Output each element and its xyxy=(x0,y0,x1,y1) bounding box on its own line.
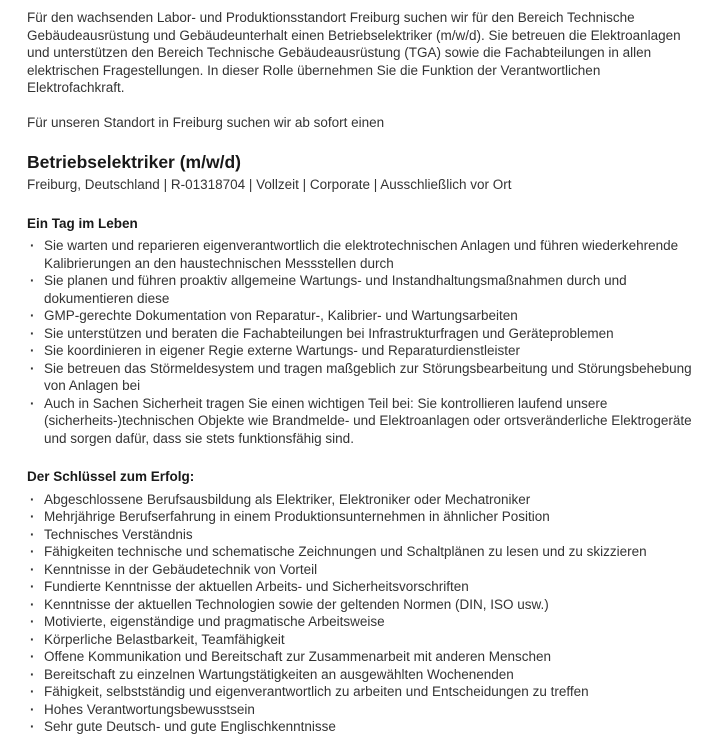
bullet-icon: · xyxy=(30,509,35,524)
job-meta: Freiburg, Deutschland | R-01318704 | Vollzeit | Corporate | Ausschließlich vor Ort xyxy=(27,177,512,192)
list-item xyxy=(27,683,692,701)
bullet-icon: · xyxy=(30,701,35,717)
list-item-text: Sehr gute Deutsch- und gute Englischkenntnisse xyxy=(44,719,336,734)
list-item-text: Fähigkeiten technische und schematische Zeichnungen und Schaltplänen zu lesen und zu skizzieren xyxy=(44,544,647,559)
bullet-icon: · xyxy=(30,719,35,734)
list-item-text: Fähigkeit, selbstständig und eigenverantwortlich zu arbeiten und Entscheidungen zu treffen xyxy=(44,684,589,699)
bullet-icon: · xyxy=(30,491,35,507)
list-item xyxy=(27,718,692,736)
list-item xyxy=(27,325,692,343)
bullet-icon: · xyxy=(30,561,35,577)
list-item-text: Mehrjährige Berufserfahrung in einem Produktionsunternehmen in ähnlicher Position xyxy=(44,509,550,524)
bullet-icon: · xyxy=(30,360,35,376)
bullet-icon: · xyxy=(30,308,35,323)
list-item-text: GMP-gerechte Dokumentation von Reparatur-, Kalibrier- und Wartungsarbeiten xyxy=(44,308,518,323)
list-item-text: Körperliche Belastbarkeit, Teamfähigkeit xyxy=(44,631,285,647)
list-item xyxy=(27,561,692,579)
list-item xyxy=(27,631,692,649)
bullet-icon: · xyxy=(30,343,35,358)
list-item-text: Sie betreuen das Störmeldesystem und tragen maßgeblich zur Störungsbearbeitung und Störungsbehebung von Anlagen bei xyxy=(44,360,692,393)
section-heading: Der Schlüssel zum Erfolg: xyxy=(27,469,195,484)
bullet-icon: · xyxy=(30,631,35,647)
bullet-icon: · xyxy=(30,273,35,288)
list-item xyxy=(27,578,692,596)
bullet-icon: · xyxy=(30,684,35,699)
list-item xyxy=(27,395,692,448)
bullet-icon: · xyxy=(30,395,35,411)
list-item xyxy=(27,307,692,325)
list-item-text: Abgeschlossene Berufsausbildung als Elektriker, Elektroniker oder Mechatroniker xyxy=(44,491,531,507)
bullet-icon: · xyxy=(30,649,35,664)
list-item xyxy=(27,543,692,561)
list-item xyxy=(27,237,692,272)
bullet-icon: · xyxy=(30,579,35,594)
section-heading: Ein Tag im Leben xyxy=(27,215,138,231)
list-item-text: Sie planen und führen proaktiv allgemeine Wartungs- und Instandhaltungsmaßnahmen durch und dokumentieren diese xyxy=(44,273,627,306)
list-item-text: Offene Kommunikation und Bereitschaft zur Zusammenarbeit mit anderen Menschen xyxy=(44,649,552,664)
list-item xyxy=(27,648,692,666)
list-item-text: Hohes Verantwortungsbewusstsein xyxy=(44,701,255,717)
bullet-icon: · xyxy=(30,238,35,253)
section-list xyxy=(27,237,692,447)
list-item xyxy=(27,491,692,509)
list-item xyxy=(27,508,692,526)
list-item xyxy=(27,360,692,395)
job-sections xyxy=(27,215,692,736)
list-item-text: Kenntnisse in der Gebäudetechnik von Vorteil xyxy=(44,561,318,577)
list-item-text: Fundierte Kenntnisse der aktuellen Arbeits- und Sicherheitsvorschriften xyxy=(44,579,469,594)
list-item-text: Technisches Verständnis xyxy=(44,526,193,542)
bullet-icon: · xyxy=(30,596,35,612)
list-item-text: Sie koordinieren in eigener Regie externe Wartungs- und Reparaturdienstleister xyxy=(44,343,521,358)
list-item-text: Auch in Sachen Sicherheit tragen Sie einen wichtigen Teil bei: Sie kontrollieren laufend unsere (sicherheits-)technischen Objekte wie Brandmelde- und Elektroanlagen oder ortsveränderliche Elektrogeräte und sorgen dafür, dass sie stets funktionsfähig sind. xyxy=(44,395,692,446)
bullet-icon: · xyxy=(30,526,35,542)
list-item-text: Sie unterstützen und beraten die Fachabteilungen bei Infrastrukturfragen und Geräteproblemen xyxy=(44,325,614,341)
bullet-icon: · xyxy=(30,666,35,682)
list-item xyxy=(27,272,692,307)
list-item-text: Bereitschaft zu einzelnen Wartungstätigkeiten an ausgewählten Wochenenden xyxy=(44,666,514,682)
list-item xyxy=(27,613,692,631)
list-item xyxy=(27,666,692,684)
list-item xyxy=(27,342,692,360)
bullet-icon: · xyxy=(30,614,35,629)
list-item-text: Sie warten und reparieren eigenverantwortlich die elektrotechnischen Anlagen und führen wiederkehrende Kalibrierungen an den haustechnischen Messstellen durch xyxy=(44,238,679,271)
list-item-text: Kenntnisse der aktuellen Technologien sowie der geltenden Normen (DIN, ISO usw.) xyxy=(44,596,549,612)
bullet-icon: · xyxy=(30,325,35,341)
intro-lead: Für unseren Standort in Freiburg suchen wir ab sofort einen xyxy=(27,114,385,130)
job-title: Betriebselektriker (m/w/d) xyxy=(27,152,241,172)
list-item xyxy=(27,526,692,544)
list-item xyxy=(27,701,692,719)
list-item-text: Motivierte, eigenständige und pragmatische Arbeitsweise xyxy=(44,614,385,629)
intro-paragraph: Für den wachsenden Labor- und Produktionsstandort Freiburg suchen wir für den Bereich Technische Gebäudeausrüstung und Gebäudeunterhalt einen Betriebselektriker (m/w/d). Sie betreuen die Elektroanlagen und unterstützen den Bereich Technische Gebäudeausrüstung (TGA) sowie die Fachabteilungen in allen elektrischen Fragestellungen. In dieser Rolle übernehmen Sie die Funktion der Verantwortlichen Elektrofachkraft. xyxy=(27,10,681,95)
list-item xyxy=(27,596,692,614)
section-list xyxy=(27,491,692,736)
bullet-icon: · xyxy=(30,544,35,559)
